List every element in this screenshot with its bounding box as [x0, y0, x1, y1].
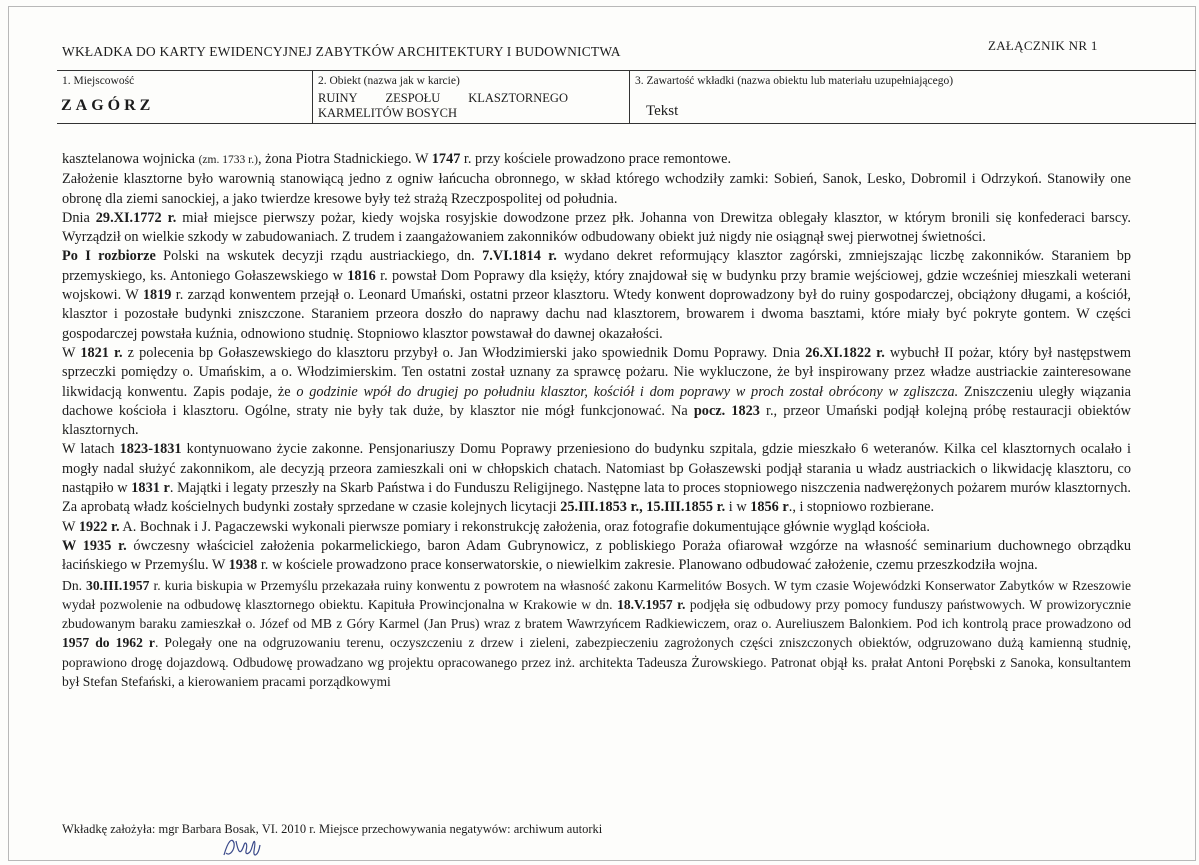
handwritten-signature: [218, 833, 278, 863]
place-cell: [57, 71, 313, 123]
body-text: [62, 150, 1131, 691]
object-word: KLASZTORNEGO: [468, 91, 568, 105]
paragraph: Dn. 30.III.1957 r. kuria biskupia w Przemyślu przekazała ruiny konwentu z powrotem na własność zakonu Karmelitów Bosych. W tym czasie Wojewódzki Konserwator Zabytków w Rzeszowie wydał pozwolenie na odbudowę klasztornego obiektu. Kapituła Prowincjonalna w Krakowie w dn. 18.V.1957 r. podjęła się odbudowy przy pomocy funduszy państwowych. W prowizorycznie zbudowanym baraku zamieszkał o. Józef od MB z Góry Karmel (Jan Prus) wraz z bratem Wawrzyńcem Radkiewiczem, oraz o. Aureliuszem Balonkiem. Pod ich kontrolą prace prowadzono od 1957 do 1962 r. Polegały one na odgruzowaniu terenu, oczyszczeniu z drzew i zieleni, zabezpieczeniu zagrożonych części zniszczonych obiektów, odgruzowano dużą kamienną studnię, poprawiono drogę dojazdową. Odbudowę prowadzano wg projektu opracowanego przez inż. architekta Tadeusza Żurowskiego. Patronat objął ks. prałat Antoni Porębski z Sanoka, konsultantem był Stefan Stefański, a kierowaniem pracami porządkowymi: [62, 577, 1131, 690]
object-cell: [313, 71, 630, 123]
paragraph: W 1935 r. ówczesny właściciel założenia pokarmelickiego, baron Adam Gubrynowicz, z pobliskiego Poraża ofiarował wzgórze na własność seminarium duchownego obrządku łacińskiego w Przemyślu. W 1938 r. w kościele prowadzono prace konserwatorskie, o niewielkim zakresie. Planowano odbudować założenie, czemu przeszkodziła wojna.: [62, 537, 1132, 574]
object-word: ZESPOŁU: [385, 91, 441, 105]
object-name-line1: [318, 91, 568, 106]
paragraph: W latach 1823-1831 kontynuowano życie zakonne. Pensjonariuszy Domu Poprawy przeniesiono do budynku szpitala, gdzie mieszkało 6 weteranów. Kilka cel klasztornych ocalało i mogły nadal służyć zakonnikom, ale decyzją przeora zamieszkali oni w chłopskich chatach. Natomiast bp Gołaszewski podjął starania u władz austriackich o likwidację klasztoru, co nastąpiło w 1831 r. Majątki i legaty przeszły na Skarb Państwa i do Funduszu Religijnego. Następne lata to proces stopniowego niszczenia nadwerężonych pożarem murów klasztornych. Za aprobatą władz kościelnych budynki zostały sprzedane w czasie kolejnych licytacji 25.III.1853 r., 15.III.1855 r. i w 1856 r., i stopniowo rozbierane.: [62, 441, 1132, 516]
contents-cell: [630, 71, 1196, 123]
contents-label: 3. Zawartość wkładki (nazwa obiektu lub materiału uzupełniającego): [635, 75, 954, 87]
footer-note: Wkładkę założyła: mgr Barbara Bosak, VI. 2010 r. Miejsce przechowywania negatywów: archiwum autorki: [62, 822, 603, 836]
page-title: WKŁADKA DO KARTY EWIDENCYJNEJ ZABYTKÓW ARCHITEKTURY I BUDOWNICTWA: [62, 44, 621, 59]
object-word: RUINY: [318, 91, 358, 105]
paragraph: W 1922 r. A. Bochnak i J. Pagaczewski wykonali pierwsze pomiary i rekonstrukcję założenia, oraz fotografie dokumentujące głównie wygląd kościoła.: [62, 518, 930, 535]
attachment-label: ZAŁĄCZNIK NR 1: [988, 38, 1098, 53]
object-label: 2. Obiekt (nazwa jak w karcie): [318, 75, 460, 87]
paragraph: W 1821 r. z polecenia bp Gołaszewskiego do klasztoru przybył o. Jan Włodzimierski jako spowiednik Domu Poprawy. Dnia 26.XI.1822 r. wybuchł II pożar, który był następstwem sprzeczki pomiędzy o. Umańskim, a o. Włodzimierskim. Ten ostatni został uznany za sprawcę pożaru. Nie wykluczone, że był inspirowany przez władze austriackie zainteresowane likwidacją konwentu. Zapis podaje, że o godzinie wpół do drugiej po południu klasztor, kościół i dom poprawy w proch został obrócony w zgliszcza. Zniszczeniu uległy wiązania dachowe kościoła i klasztoru. Ogólne, straty nie były tak duże, by klasztor nie mógł funkcjonować. Na pocz. 1823 r., przeor Umański podjął kolejną próbę restauracji obiektów klasztornych.: [62, 344, 1132, 439]
place-value: ZAGÓRZ: [61, 97, 155, 114]
paragraph: Założenie klasztorne było warownią stanowiącą jedno z ogniw łańcucha obronnego, w skład którego wchodziły zamki: Sobień, Sanok, Lesko, Dobromil i Odrzykoń. Stanowiły one obronę dla ziemi sanockiej, a jako twierdze kresowe były też strażą Rzeczpospolitej od południa.: [62, 171, 1131, 207]
paragraph: Dnia 29.XI.1772 r. miał miejsce pierwszy pożar, kiedy wojska rosyjskie dowodzone przez płk. Johanna von Drewitza oblegały klasztor, w którym bronili się konfederaci barscy. Wyrządził on wielkie szkody w zabudowaniach. Z trudem i zaangażowaniem zakonników odbudowany obiekt już nigdy nie osiągnął swej pierwotnej świetności.: [62, 209, 1131, 246]
place-label: 1. Miejscowość: [62, 75, 135, 87]
header-table: [57, 70, 1196, 124]
contents-value: Tekst: [646, 103, 679, 119]
paragraph: Po I rozbiorze Polski na wskutek decyzji rządu austriackiego, dn. 7.VI.1814 r. wydano dekret reformujący klasztor zagórski, zmniejszając liczbę zakonników. Staraniem bp przemyskiego, ks. Antoniego Gołaszewskiego w 1816 r. powstał Dom Poprawy dla księży, który znajdował się w budynku przy bramie wejściowej, gdzie wcześniej mieszkali weterani wojskowi. W 1819 r. zarząd konwentem przejął o. Leonard Umański, ostatni przeor klasztoru. Wtedy konwent doprowadzony był do ruiny gospodarczej, obciążony długami, a kościół, klasztor i pozostałe budynki zniszczone. Staraniem przeora doszło do naprawy dachu nad klasztorem, browarem i dwoma basztami, które miały być pokryte gontem. W części gospodarczej powstała kuźnia, odnowiono studnię. Stopniowo klasztor powstawał do dawnej okazałości.: [62, 248, 1131, 342]
paragraph: kasztelanowa wojnicka (zm. 1733 r.), żona Piotra Stadnickiego. W 1747 r. przy kościele prowadzono prace remontowe.: [62, 151, 732, 167]
object-name-line2: KARMELITÓW BOSYCH: [318, 106, 458, 120]
